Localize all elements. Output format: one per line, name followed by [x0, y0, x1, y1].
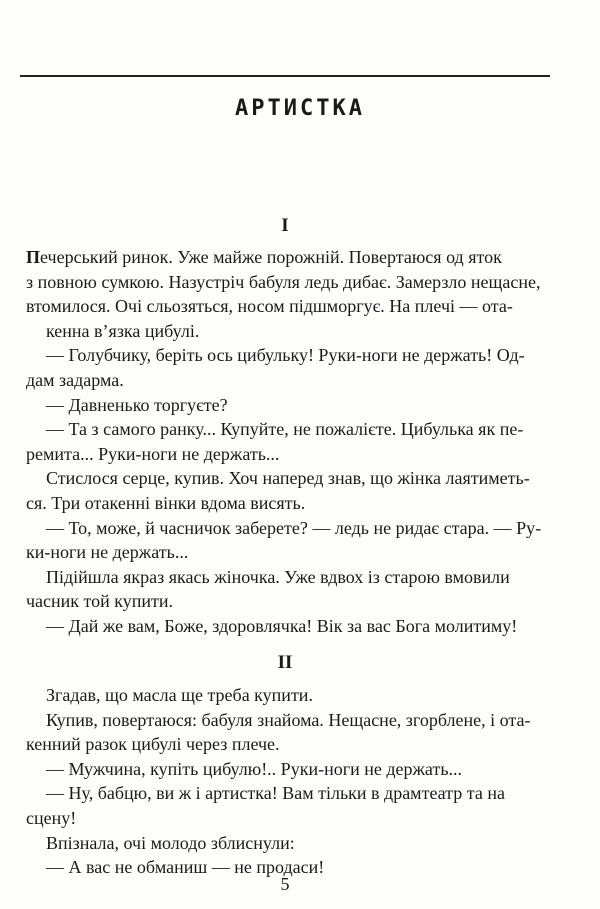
text-line: кенна в’язка цибулі. — [46, 320, 200, 341]
text-line: Підійшла якраз якась жіночка. Уже вдвох із старою вмовили — [46, 566, 510, 587]
page-number: 5 — [280, 874, 290, 894]
text-line: Стислося серце, купив. Хоч наперед знав, що жінка лаятиметь- — [46, 468, 530, 489]
text-line: — Ну, бабцю, ви ж і артистка! Вам тільки в драмтеатр та на — [46, 783, 505, 804]
text-line: — Мужчина, купіть цибулю!.. Руки-ноги не держать... — [46, 758, 463, 779]
header-rule — [20, 75, 550, 77]
text-line: — То, може, й часничок заберете? — ледь не ридає стара. — Ру- — [46, 517, 542, 538]
drop-cap: П — [26, 247, 41, 267]
text-line: сцену! — [26, 807, 77, 828]
text-line: Печерський ринок. Уже майже порожній. Повертаюся од яток — [26, 247, 502, 267]
text-line: з повною сумкою. Назустріч бабуля ледь дибає. Замерзло нещасне, — [26, 271, 541, 292]
text-line: ся. Три отакенні вінки вдома висять. — [26, 492, 306, 513]
page-title: АРТИСТКА — [235, 96, 365, 121]
text-line: ки-ноги не держать... — [26, 542, 189, 563]
text-line: Згадав, що масла ще треба купити. — [46, 685, 313, 705]
text-line: ремита... Руки-ноги не держать... — [26, 443, 280, 464]
text-line: — А вас не обманиш — не продаси! — [46, 857, 325, 878]
section-number-1: I — [281, 215, 289, 236]
section-1-text — [26, 245, 550, 639]
text-line: Впізнала, очі молодо зблиснули: — [46, 832, 295, 853]
section-2-text — [26, 683, 550, 880]
text-line: — Давненько торгуєте? — [46, 394, 228, 415]
text-line: кенний разок цибулі через плече. — [26, 734, 280, 755]
text-line: втомилося. Очі сльозяться, носом підшморгує. На плечі — ота- — [26, 296, 513, 317]
text-line: дам задарма. — [26, 369, 124, 390]
text-line: — Дай же вам, Боже, здоровлячка! Вік за вас Бога молитиму! — [46, 615, 518, 636]
text-line: Купив, повертаюся: бабуля знайома. Нещасне, згорблене, і ота- — [46, 709, 531, 730]
text-line: — Голубчику, беріть ось цибульку! Руки-ноги не держать! Од- — [46, 345, 525, 366]
text-line: — Та з самого ранку... Купуйте, не пожалієте. Цибулька як пе- — [46, 419, 524, 440]
section-number-2: II — [277, 652, 293, 673]
text-line: часник той купити. — [26, 591, 174, 612]
